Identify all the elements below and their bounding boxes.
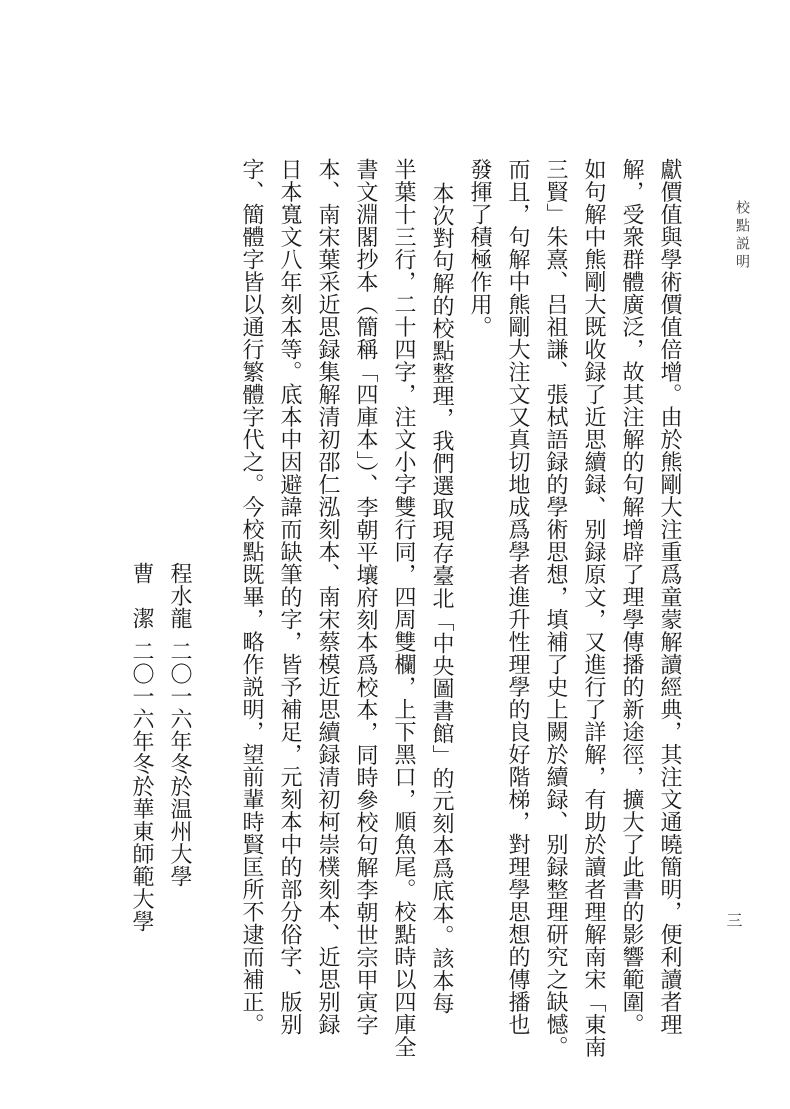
text-column: 解，受衆群體廣泛，故其注解的句解增辟了理學傳播的新途徑，擴大了此書的影響範圍。 [619,158,644,1036]
page-number: 三 [724,912,743,928]
text-column: 本、南宋葉采近思録集解清初邵仁泓刻本、南宋蔡模近思續録清初柯崇樸刻本、近思别録 [315,158,340,1036]
text-column: 三賢」朱熹、吕祖謙、張栻語録的學術思想，填補了史上闕於續録、别録整理研究之缺憾。 [543,158,568,1058]
text-column: 本次對句解的校點整理，我們選取現存臺北「中央圖書館」的元刻本爲底本。該本每 [429,182,454,1015]
text-column: 而且，句解中熊剛大注文又真切地成爲學者進升性理學的良好階梯，對理學思想的傳播也 [505,158,530,1036]
text-column: 日本寬文八年刻本等。底本中因避諱而缺筆的字，皆予補足，元刻本中的部分俗字、版别 [277,158,302,1036]
text-column: 字、簡體字皆以通行繁體字代之。今校點既畢，略作説明，望前輩時賢匡所不逮而補正。 [239,158,264,1036]
signature-note: 二〇一六年冬於温州大學 [167,640,192,888]
signature-name: 曹 潔 [129,562,154,630]
text-column: 獻價值與學術價值倍增。由於熊剛大注重爲童蒙解讀經典，其注文通曉簡明，便利讀者理 [657,158,682,1036]
text-column: 如句解中熊剛大既收録了近思續録、别録原文，又進行了詳解，有助於讀者理解南宋「東南 [581,158,606,1058]
text-column: 半葉十三行，二十四字，注文小字雙行同，四周雙欄，上下黑口，順魚尾。校點時以四庫全 [391,158,416,1058]
signature-name: 程水龍 [167,562,192,630]
running-head: 校點説明 [734,200,750,272]
text-column: 發揮了積極作用。 [467,158,492,338]
text-column: 書文淵閣抄本（簡稱「四庫本」）、李朝平壤府刻本爲校本，同時參校句解李朝世宗甲寅字 [353,158,378,1036]
signature-note: 二〇一六年冬於華東師範大學 [129,640,154,933]
